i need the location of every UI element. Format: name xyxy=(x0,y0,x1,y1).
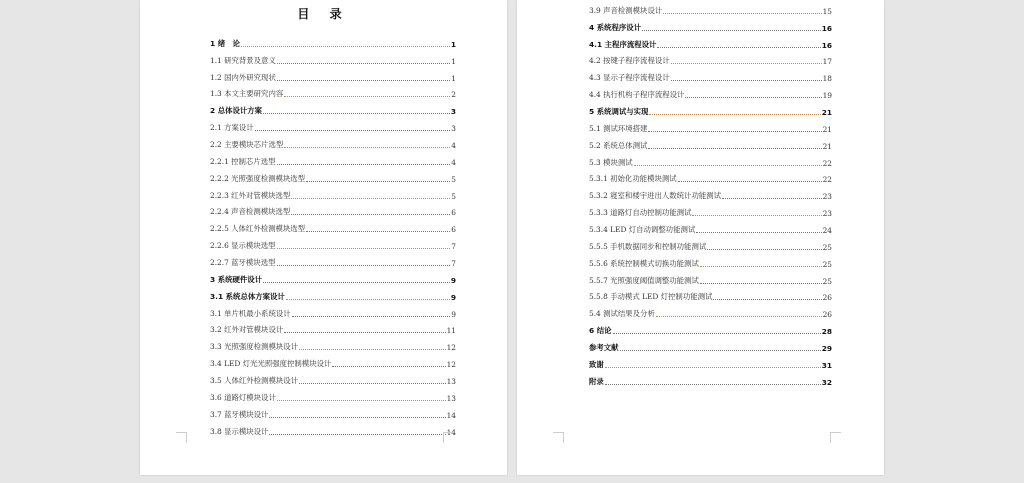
toc-entry[interactable] xyxy=(589,66,832,83)
toc-entry-title: 4.3 显示子程序流程设计 xyxy=(589,73,670,83)
toc-entry-title: 4.2 按键子程序流程设计 xyxy=(589,56,670,66)
toc-entry-page: 21 xyxy=(822,124,832,134)
toc-entry[interactable] xyxy=(210,133,456,150)
toc-entry-title: 3.1 系统总体方案设计 xyxy=(210,291,285,301)
toc-entry-title: 5.3.4 LED 灯自动调整功能测试 xyxy=(589,225,696,235)
page-corner-mark xyxy=(443,432,454,443)
toc-entry-title: 致谢 xyxy=(589,359,604,369)
toc-entry-title: 2.2 主要模块芯片选型 xyxy=(210,140,284,150)
dot-leader xyxy=(299,349,446,350)
toc-entry[interactable] xyxy=(210,201,456,218)
dot-leader xyxy=(649,114,820,115)
dot-leader xyxy=(255,130,451,131)
toc-entry-title: 3 系统硬件设计 xyxy=(210,274,263,284)
toc-entry-page: 28 xyxy=(821,327,832,337)
toc-entry[interactable] xyxy=(589,16,832,33)
toc-entry[interactable] xyxy=(210,352,456,369)
toc-entry-page: 22 xyxy=(822,158,832,168)
toc-entry-title: 5.1 测试环境搭建 xyxy=(589,123,648,133)
dot-leader xyxy=(671,63,822,64)
dot-leader xyxy=(700,266,822,267)
toc-entry-title: 5.5.8 手动模式 LED 灯控制功能测试 xyxy=(589,292,713,302)
toc-entry[interactable] xyxy=(589,50,832,67)
toc-entry-page: 1 xyxy=(451,73,456,83)
dot-leader xyxy=(277,80,450,81)
toc-entry-page: 19 xyxy=(822,91,832,101)
toc-entry-page: 12 xyxy=(446,360,456,370)
toc-entry[interactable] xyxy=(210,66,456,83)
toc-entry[interactable] xyxy=(210,234,456,251)
toc-entry-title: 3.1 单片机最小系统设计 xyxy=(210,308,291,318)
page-corner-mark xyxy=(830,432,841,443)
toc-entry[interactable] xyxy=(210,116,456,133)
toc-list-left xyxy=(210,32,456,437)
toc-entry[interactable] xyxy=(589,83,832,100)
dot-leader xyxy=(277,265,451,266)
toc-entry-title: 4.4 执行机构子程序流程设计 xyxy=(589,90,685,100)
toc-entry-page: 1 xyxy=(451,56,456,66)
toc-entry-title: 3.7 蓝牙模块设计 xyxy=(210,409,269,419)
toc-entry[interactable] xyxy=(589,134,832,151)
dot-leader xyxy=(685,97,821,98)
toc-entry-title: 2.2.2 光照强度检测模块选型 xyxy=(210,173,306,183)
toc-entry-page: 31 xyxy=(821,360,832,370)
toc-entry-page: 25 xyxy=(822,242,832,252)
toc-entry-title: 1 绪 论 xyxy=(210,38,240,48)
dot-leader xyxy=(678,181,822,182)
toc-entry-page: 13 xyxy=(446,377,456,387)
toc-entry[interactable] xyxy=(210,369,456,386)
dot-leader xyxy=(605,384,821,385)
toc-entry-title: 3.6 道路灯模块设计 xyxy=(210,392,276,402)
dot-leader xyxy=(269,417,445,418)
toc-entry-page: 5 xyxy=(451,174,456,184)
toc-entry-title: 1.2 国内外研究现状 xyxy=(210,72,276,82)
toc-entry-page: 26 xyxy=(822,310,832,320)
toc-entry[interactable] xyxy=(210,217,456,234)
toc-entry-title: 2.1 方案设计 xyxy=(210,123,254,133)
toc-entry[interactable] xyxy=(589,353,832,370)
dot-leader xyxy=(707,249,821,250)
toc-entry[interactable] xyxy=(210,99,456,116)
toc-entry[interactable] xyxy=(210,420,456,437)
toc-entry-title: 5.3.1 初始化功能模块测试 xyxy=(589,174,677,184)
toc-entry-page: 32 xyxy=(821,377,832,387)
dot-leader xyxy=(277,248,451,249)
toc-entry-page: 3 xyxy=(450,107,456,117)
toc-entry[interactable] xyxy=(589,151,832,168)
toc-entry-page: 4 xyxy=(451,157,456,167)
toc-entry-page: 6 xyxy=(451,208,456,218)
dot-leader xyxy=(292,316,451,317)
toc-list-right xyxy=(589,0,832,387)
toc-entry[interactable] xyxy=(210,251,456,268)
toc-entry[interactable] xyxy=(210,335,456,352)
dot-leader xyxy=(241,46,450,47)
toc-entry[interactable] xyxy=(589,201,832,218)
page-corner-mark xyxy=(176,432,187,443)
toc-entry[interactable] xyxy=(210,403,456,420)
dot-leader xyxy=(722,198,822,199)
dot-leader xyxy=(332,366,445,367)
dot-leader xyxy=(277,400,446,401)
toc-entry-title: 2.2.1 控制芯片选型 xyxy=(210,156,276,166)
dot-leader xyxy=(291,214,450,215)
toc-entry-page: 22 xyxy=(822,175,832,185)
toc-entry[interactable] xyxy=(589,235,832,252)
toc-entry-page: 7 xyxy=(451,259,456,269)
toc-entry-title: 5.3 模块测试 xyxy=(589,157,633,167)
toc-entry-page: 14 xyxy=(446,427,456,437)
dot-leader xyxy=(284,147,450,148)
toc-entry-page: 16 xyxy=(821,23,832,33)
toc-entry-title: 3.5 人体红外检测模块设计 xyxy=(210,376,299,386)
toc-entry-page: 17 xyxy=(822,57,832,67)
toc-entry-title: 5.3.3 道路灯自动控制功能测试 xyxy=(589,208,692,218)
dot-leader xyxy=(299,383,446,384)
toc-entry-page: 12 xyxy=(446,343,456,353)
toc-entry[interactable] xyxy=(589,286,832,303)
toc-entry[interactable] xyxy=(589,319,832,336)
toc-entry-title: 3.4 LED 灯光光照强度控制模块设计 xyxy=(210,359,332,369)
dot-leader xyxy=(671,80,822,81)
toc-entry-page: 29 xyxy=(821,344,832,354)
dot-leader xyxy=(284,96,450,97)
dot-leader xyxy=(269,434,445,435)
dot-leader xyxy=(284,332,445,333)
toc-entry-title: 2.2.5 人体红外检测模块选型 xyxy=(210,224,306,234)
dot-leader xyxy=(657,47,820,48)
toc-entry-title: 5.5.5 手机数据同步和控制功能测试 xyxy=(589,241,707,251)
toc-entry[interactable] xyxy=(589,100,832,117)
toc-entry[interactable] xyxy=(589,336,832,353)
toc-entry[interactable] xyxy=(589,168,832,185)
dot-leader xyxy=(620,350,821,351)
toc-entry-title: 1.1 研究背景及意义 xyxy=(210,55,276,65)
dot-leader xyxy=(277,63,450,64)
dot-leader xyxy=(642,30,821,31)
toc-entry-title: 2 总体设计方案 xyxy=(210,106,263,116)
toc-entry-page: 24 xyxy=(822,226,832,236)
toc-entry-page: 1 xyxy=(450,39,456,49)
toc-entry-title: 5.5.6 系统控制模式切换功能测试 xyxy=(589,258,699,268)
toc-entry[interactable] xyxy=(210,49,456,66)
dot-leader xyxy=(263,282,450,283)
toc-entry[interactable] xyxy=(589,218,832,235)
toc-entry-title: 1.3 本文主要研究内容 xyxy=(210,89,284,99)
toc-entry-page: 9 xyxy=(450,292,456,302)
toc-entry-title: 5.4 测试结果及分析 xyxy=(589,309,655,319)
dot-leader xyxy=(605,367,821,368)
toc-entry[interactable] xyxy=(210,167,456,184)
toc-entry-page: 18 xyxy=(822,74,832,84)
toc-title: 目 录 xyxy=(297,7,350,21)
toc-entry[interactable] xyxy=(589,302,832,319)
toc-entry-title: 3.3 光照强度检测模块设计 xyxy=(210,342,299,352)
toc-entry[interactable] xyxy=(589,117,832,134)
toc-entry-title: 2.2.6 显示模块选型 xyxy=(210,241,276,251)
toc-entry-page: 2 xyxy=(451,90,456,100)
toc-entry[interactable] xyxy=(210,386,456,403)
toc-entry-page: 11 xyxy=(446,326,456,336)
toc-entry-title: 参考文献 xyxy=(589,343,619,353)
toc-entry-page: 6 xyxy=(451,225,456,235)
toc-entry[interactable] xyxy=(210,150,456,167)
toc-entry-page: 9 xyxy=(451,309,456,319)
toc-entry-title: 4 系统程序设计 xyxy=(589,22,642,32)
toc-entry[interactable] xyxy=(210,184,456,201)
document-page-left xyxy=(140,0,507,475)
toc-entry[interactable] xyxy=(589,0,832,16)
toc-entry-page: 15 xyxy=(822,6,832,16)
toc-entry-title: 附录 xyxy=(589,376,604,386)
dot-leader xyxy=(696,232,821,233)
dot-leader xyxy=(713,299,821,300)
toc-entry-page: 26 xyxy=(822,293,832,303)
toc-entry-page: 23 xyxy=(822,192,832,202)
dot-leader xyxy=(286,299,450,300)
dot-leader xyxy=(306,231,450,232)
dot-leader xyxy=(700,283,822,284)
toc-entry[interactable] xyxy=(589,252,832,269)
toc-entry[interactable] xyxy=(210,285,456,302)
toc-entry-title: 6 结论 xyxy=(589,326,612,336)
toc-entry[interactable] xyxy=(210,302,456,319)
dot-leader xyxy=(263,113,450,114)
toc-entry-title: 3.2 红外对管模块设计 xyxy=(210,325,284,335)
toc-entry[interactable] xyxy=(210,83,456,100)
toc-entry[interactable] xyxy=(589,269,832,286)
dot-leader xyxy=(613,333,821,334)
document-page-right xyxy=(517,0,884,475)
toc-entry[interactable] xyxy=(589,370,832,387)
toc-entry-page: 3 xyxy=(451,124,456,134)
page-corner-mark xyxy=(553,432,564,443)
dot-leader xyxy=(291,198,450,199)
dot-leader xyxy=(656,316,822,317)
toc-entry-page: 14 xyxy=(446,410,456,420)
toc-entry-title: 5.2 系统总体测试 xyxy=(589,140,648,150)
dot-leader xyxy=(648,148,821,149)
dot-leader xyxy=(648,131,821,132)
toc-entry-title: 5 系统调试与实现 xyxy=(589,107,649,117)
toc-entry-title: 4.1 主程序流程设计 xyxy=(589,39,657,49)
toc-entry-title: 3.8 显示模块设计 xyxy=(210,426,269,436)
toc-entry-page: 4 xyxy=(451,141,456,151)
dot-leader xyxy=(692,215,821,216)
dot-leader xyxy=(634,165,822,166)
toc-entry-page: 13 xyxy=(446,393,456,403)
toc-entry-page: 25 xyxy=(822,276,832,286)
toc-entry[interactable] xyxy=(210,319,456,336)
toc-entry-page: 21 xyxy=(821,108,832,118)
toc-entry-title: 2.2.7 蓝牙模块选型 xyxy=(210,258,276,268)
toc-entry-page: 7 xyxy=(451,242,456,252)
toc-entry-title: 3.9 声音检测模块设计 xyxy=(589,5,663,15)
toc-entry[interactable] xyxy=(589,184,832,201)
toc-entry-page: 23 xyxy=(822,209,832,219)
toc-entry-page: 9 xyxy=(450,275,456,285)
toc-entry-title: 2.2.3 红外对管模块选型 xyxy=(210,190,291,200)
toc-entry-page: 21 xyxy=(822,141,832,151)
toc-entry-page: 5 xyxy=(451,191,456,201)
toc-entry-page: 25 xyxy=(822,259,832,269)
dot-leader xyxy=(277,164,451,165)
toc-entry[interactable] xyxy=(210,268,456,285)
toc-entry-page: 16 xyxy=(821,40,832,50)
dot-leader xyxy=(663,13,821,14)
toc-entry-title: 2.2.4 声音检测模块选型 xyxy=(210,207,291,217)
toc-entry-title: 5.3.2 寝室和楼宇进出人数统计功能测试 xyxy=(589,191,722,201)
toc-entry-title: 5.5.7 光照强度阈值调整功能测试 xyxy=(589,275,699,285)
dot-leader xyxy=(306,181,450,182)
toc-entry[interactable] xyxy=(210,32,456,49)
toc-entry[interactable] xyxy=(589,33,832,50)
